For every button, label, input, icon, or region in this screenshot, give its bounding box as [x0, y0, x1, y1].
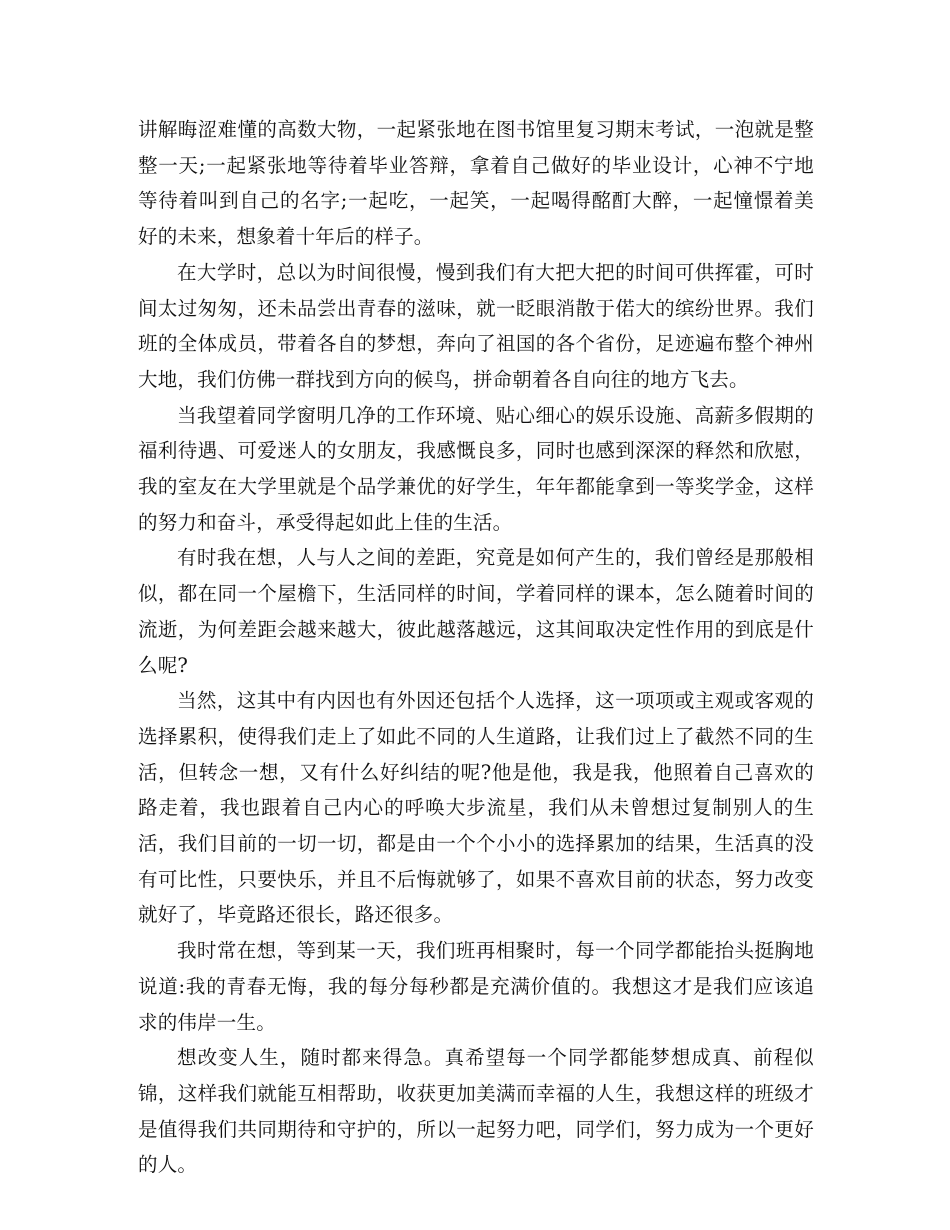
document-body — [138, 112, 814, 1183]
paragraph-1: 讲解晦涩难懂的高数大物，一起紧张地在图书馆里复习期末考试，一泡就是整整一天;一起紧张地等待着毕业答辩，拿着自己做好的毕业设计，心神不宁地等待着叫到自己的名字;一起吃，一起笑，一起喝得酩酊大醉，一起憧憬着美好的未来，想象着十年后的样子。 — [138, 118, 814, 249]
paragraph-6: 我时常在想，等到某一天，我们班再相聚时，每一个同学都能抬头挺胸地说道:我的青春无悔，我的每分每秒都是充满价值的。我想这才是我们应该追求的伟岸一生。 — [138, 939, 814, 1034]
paragraph-3: 当我望着同学窗明几净的工作环境、贴心细心的娱乐设施、高薪多假期的福利待遇、可爱迷人的女朋友，我感慨良多，同时也感到深深的释然和欣慰，我的室友在大学里就是个品学兼优的好学生，年年都能拿到一等奖学金，这样的努力和奋斗，承受得起如此上佳的生活。 — [138, 403, 814, 534]
paragraph-4: 有时我在想，人与人之间的差距，究竟是如何产生的，我们曾经是那般相似，都在同一个屋檐下，生活同样的时间，学着同样的课本，怎么随着时间的流逝，为何差距会越来越大，彼此越落越远，这其间取决定性作用的到底是什么呢? — [138, 546, 814, 677]
paragraph-5: 当然，这其中有内因也有外因还包括个人选择，这一项项或主观或客观的选择累积，使得我们走上了如此不同的人生道路，让我们过上了截然不同的生活，但转念一想，又有什么好纠结的呢?他是他，我是我，他照着自己喜欢的路走着，我也跟着自己内心的呼唤大步流星，我们从未曾想过复制别人的生活，我们目前的一切一切，都是由一个个小小的选择累加的结果，生活真的没有可比性，只要快乐，并且不后悔就够了，如果不喜欢目前的状态，努力改变就好了，毕竟路还很长，路还很多。 — [138, 689, 814, 927]
paragraph-2: 在大学时，总以为时间很慢，慢到我们有大把大把的时间可供挥霍，可时间太过匆匆，还未品尝出青春的滋味，就一眨眼消散于偌大的缤纷世界。我们班的全体成员，带着各自的梦想，奔向了祖国的各个省份，足迹遍布整个神州大地，我们仿佛一群找到方向的候鸟，拼命朝着各自向往的地方飞去。 — [138, 260, 814, 391]
paragraph-7: 想改变人生，随时都来得急。真希望每一个同学都能梦想成真、前程似锦，这样我们就能互相帮助，收获更加美满而幸福的人生，我想这样的班级才是值得我们共同期待和守护的，所以一起努力吧，同学们，努力成为一个更好的人。 — [138, 1046, 814, 1177]
